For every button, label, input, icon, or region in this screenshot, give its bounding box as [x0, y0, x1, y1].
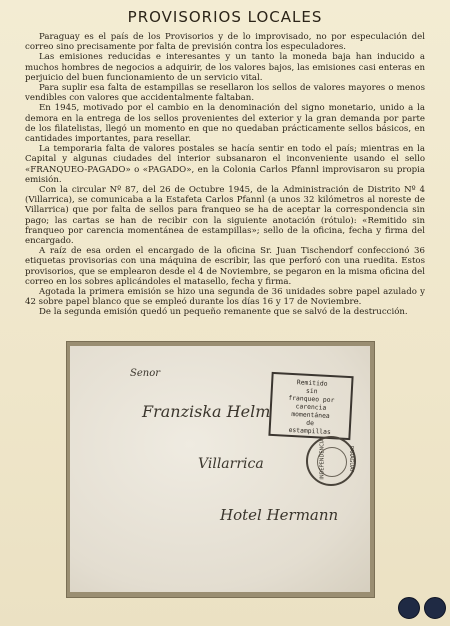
paragraph: A raíz de esa orden el encargado de la oficina Sr. Juan Tischendorf confeccionó 36 etiquetas provisorias con una máquina de escribir, las que perforó con una ruedita. Estos provisorios, que se emplearon desde el 4 de Noviembre, se pegaron en la misma oficina del correo en los sobres aplicándoles el matasello, fecha y firma. [25, 246, 425, 287]
paragraph: Agotada la primera emisión se hizo una segunda de 36 unidades sobre papel azulado y 42 sobre papel blanco que se empleó durante los días 16 y 17 de Noviembre. [25, 287, 425, 308]
seal-icon [398, 597, 420, 619]
stamp-line: Remitido [296, 378, 328, 388]
envelope-photo [66, 341, 375, 598]
paragraph: De la segunda emisión quedó un pequeño remanente que se salvó de la destrucción. [39, 307, 408, 318]
stamp-line: franqueo por [288, 393, 335, 405]
page-title: PROVISORIOS LOCALES [127, 8, 323, 26]
salutation-text: Senor [130, 368, 161, 379]
postmark-text: INDEPENDENCIA [319, 438, 326, 480]
paragraph: Las emisiones reducidas e interesantes y un tanto la moneda baja han inducido a muchos hombres de negocios a adquirir, de los valores bajos, las emisiones casi enteras en perjuicio del buen funcionamiento de un servicio vital. [25, 52, 425, 83]
article-body [25, 32, 425, 318]
provisional-stamp [268, 372, 353, 440]
paragraph: La temporaria falta de valores postales se hacía sentir en todo el país; mientras en la Capital y algunas ciudades del interior subsanaron el inconveniente usando el sello «FRANQUEO-PAGADO» o «PAGADO», en la Colonia Carlos Pfannl improvisaron su propia emisión. [25, 144, 425, 185]
seal-icon [424, 597, 446, 619]
addressee-name: Franziska Helm [142, 402, 271, 421]
stamp-line: momentánea [291, 409, 330, 420]
paragraph: Para suplir esa falta de estampillas se resellaron los sellos de valores mayores o menos vendibles con valores que accidentalmente faltaban. [25, 83, 425, 104]
hotel-text: Hotel Hermann [220, 506, 339, 524]
stamp-line: carencia [295, 402, 327, 412]
envelope [70, 346, 370, 592]
stamp-line: estampillas [288, 425, 332, 437]
postmark-text: PARAGUAY [348, 445, 355, 473]
city-text: Villarrica [198, 456, 264, 472]
stamp-line: de [306, 418, 315, 428]
paragraph: Con la circular Nº 87, del 26 de Octubre 1945, de la Administración de Distrito Nº 4 (Villarrica), se comunicaba a la Estafeta Carlos Pfannl (a unos 32 kilómetros al noreste de Villarrica) que por falta de sellos para franqueo se ha de aceptar la correspondencia sin pago; las cartas se han de recibir con la siguiente anotación (rótulo): «Remitido sin franqueo por carencia momentánea de estampillas»; sello de la oficina, fecha y firma del encargado. [25, 185, 425, 247]
postmark [306, 436, 356, 486]
paragraph: Paraguay es el país de los Provisorios y de lo improvisado, no por especulación del correo sino precisamente por falta de previsión contra los especuladores. [25, 32, 425, 53]
paragraph: En 1945, motivado por el cambio en la denominación del signo monetario, unido a la demora en la entrega de los sellos provenientes del exterior y la gran demanda por parte de los filatelistas, llegó un momento en que no quedaban prácticamente sellos básicos, en cantidades importantes, para resellar. [25, 103, 425, 145]
stamp-line: sin [305, 386, 318, 396]
